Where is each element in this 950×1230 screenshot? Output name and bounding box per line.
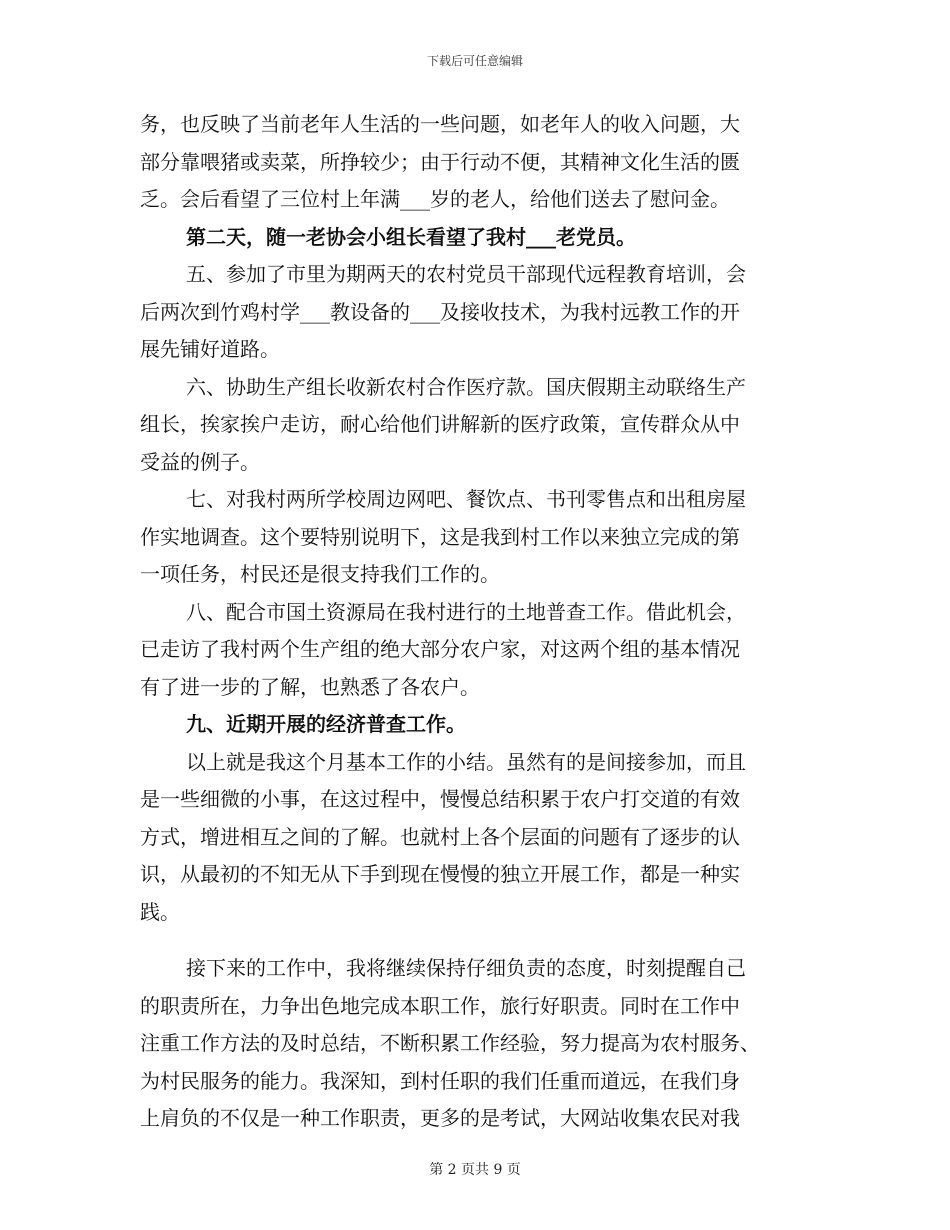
text-line: 注重工作方法的及时总结，不断积累工作经验，努力提高为农村服务、: [140, 1031, 760, 1055]
text-line: 为村民服务的能力。我深知，到村任职的我们任重而道远，在我们身: [140, 1068, 740, 1093]
text-line: 有了进一步的了解，也熟悉了各农户。: [140, 674, 480, 699]
text-line: 识，从最初的不知无从下手到现在慢慢的独立开展工作，都是一种实: [140, 862, 740, 886]
text-line: 是一些细微的小事，在这过程中，慢慢总结积累于农户打交道的有效: [140, 787, 740, 811]
page-footer: 第 2 页共 9 页: [429, 1162, 521, 1178]
page-header: 下载后可任意编辑: [426, 54, 523, 68]
text-line: 部分靠喂猪或卖菜，所挣较少；由于行动不便，其精神文化生活的匮: [140, 149, 740, 174]
text-line: 的职责所在，力争出色地完成本职工作，旅行好职责。同时在工作中: [140, 993, 740, 1018]
text-line: 受益的例子。: [140, 449, 260, 474]
text-line: 已走访了我村两个生产组的绝大部分农户家，对这两个组的基本情况: [140, 637, 740, 661]
text-line: 上肩负的不仅是一种工作职责，更多的是考试，大网站收集农民对我: [140, 1106, 740, 1130]
text-line: 展先铺好道路。: [140, 337, 280, 361]
text-line: 作实地调查。这个要特别说明下，这是我到村工作以来独立完成的第: [140, 524, 740, 549]
text-line: 组长，挨家挨户走访，耐心给他们讲解新的医疗政策，宣传群众从中: [140, 412, 740, 436]
text-line: 九、近期开展的经济普查工作。: [186, 712, 466, 736]
document-body: [140, 106, 810, 1138]
text-line: 第二天，随一老协会小组长看望了我村___老党员。: [186, 224, 636, 249]
text-line: 后两次到竹鸡村学___教设备的___及接收技术，为我村远教工作的开: [140, 299, 740, 324]
text-line: 乏。会后看望了三位村上年满___岁的老人，给他们送去了慰问金。: [140, 187, 730, 211]
text-line: 以上就是我这个月基本工作的小结。虽然有的是间接参加，而且: [186, 749, 746, 774]
text-line: 践。: [140, 899, 180, 924]
text-line: 接下来的工作中，我将继续保持仔细负责的态度，时刻提醒自己: [186, 956, 746, 980]
text-line: 一项任务，村民还是很支持我们工作的。: [140, 562, 500, 586]
text-line: 六、协助生产组长收新农村合作医疗款。国庆假期主动联络生产: [186, 374, 746, 399]
text-line: 七、对我村两所学校周边网吧、餐饮点、书刊零售点和出租房屋: [186, 487, 746, 511]
text-line: 方式，增进相互之间的了解。也就村上各个层面的问题有了逐步的认: [140, 824, 740, 849]
text-line: 五、参加了市里为期两天的农村党员干部现代远程教育培训，会: [186, 262, 746, 286]
text-line: 务，也反映了当前老年人生活的一些问题，如老年人的收入问题，大: [140, 112, 740, 136]
text-line: 八、配合市国土资源局在我村进行的土地普查工作。借此机会，: [186, 599, 746, 624]
